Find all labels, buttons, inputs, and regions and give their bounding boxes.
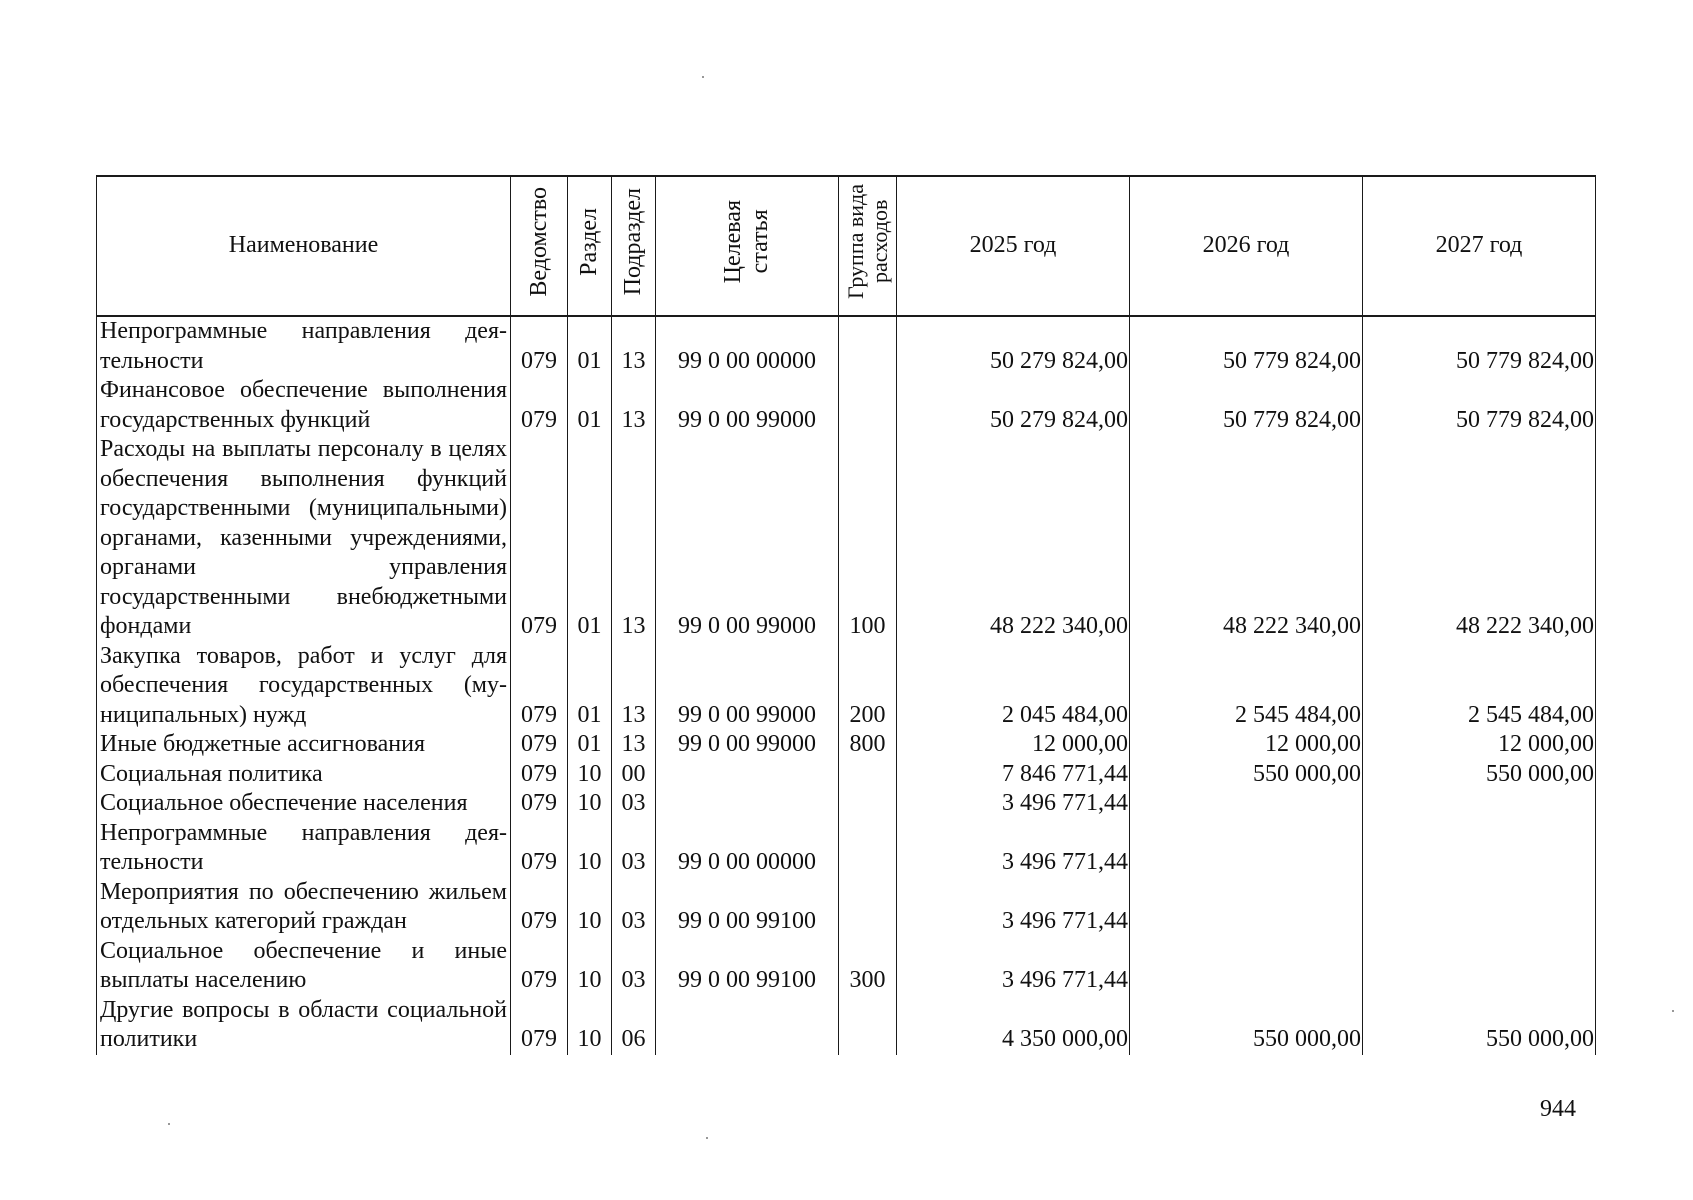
cell-razdel: 01 bbox=[568, 376, 612, 435]
cell-amount-2027: 12 000,00 bbox=[1363, 730, 1596, 760]
cell-expense-group bbox=[839, 819, 897, 878]
header-year-2027: 2027 год bbox=[1363, 176, 1596, 316]
cell-podrazdel: 00 bbox=[612, 760, 656, 790]
table-row bbox=[97, 642, 1596, 731]
cell-target-article: 99 0 00 99100 bbox=[656, 937, 839, 996]
header-podrazdel bbox=[612, 176, 656, 316]
cell-vedomstvo: 079 bbox=[511, 642, 568, 731]
cell-amount-2026 bbox=[1130, 937, 1363, 996]
header-razdel bbox=[568, 176, 612, 316]
cell-name: Иные бюджетные ассигнования bbox=[97, 730, 511, 760]
cell-amount-2027: 50 779 824,00 bbox=[1363, 316, 1596, 376]
cell-amount-2025: 50 279 824,00 bbox=[897, 376, 1130, 435]
cell-expense-group: 800 bbox=[839, 730, 897, 760]
cell-podrazdel: 13 bbox=[612, 730, 656, 760]
cell-razdel: 10 bbox=[568, 937, 612, 996]
scan-speck bbox=[706, 1137, 708, 1139]
table-row bbox=[97, 878, 1596, 937]
cell-vedomstvo: 079 bbox=[511, 878, 568, 937]
cell-target-article: 99 0 00 00000 bbox=[656, 819, 839, 878]
cell-podrazdel: 13 bbox=[612, 642, 656, 731]
cell-name: Финансовое обеспечение выполнения государственных функций bbox=[97, 376, 511, 435]
cell-target-article: 99 0 00 99100 bbox=[656, 878, 839, 937]
cell-razdel: 01 bbox=[568, 642, 612, 731]
cell-name: Закупка товаров, работ и услуг для обеспечения государственных (муниципальных) нужд bbox=[97, 642, 511, 731]
cell-expense-group bbox=[839, 376, 897, 435]
cell-podrazdel: 13 bbox=[612, 435, 656, 642]
cell-name: Социальное обеспечение населения bbox=[97, 789, 511, 819]
cell-amount-2027 bbox=[1363, 878, 1596, 937]
cell-target-article: 99 0 00 99000 bbox=[656, 435, 839, 642]
cell-target-article bbox=[656, 996, 839, 1055]
cell-amount-2025: 7 846 771,44 bbox=[897, 760, 1130, 790]
cell-amount-2027 bbox=[1363, 937, 1596, 996]
cell-amount-2026: 550 000,00 bbox=[1130, 760, 1363, 790]
cell-expense-group bbox=[839, 760, 897, 790]
cell-target-article bbox=[656, 789, 839, 819]
cell-expense-group: 200 bbox=[839, 642, 897, 731]
cell-amount-2025: 48 222 340,00 bbox=[897, 435, 1130, 642]
cell-vedomstvo: 079 bbox=[511, 996, 568, 1055]
cell-amount-2025: 3 496 771,44 bbox=[897, 789, 1130, 819]
cell-vedomstvo: 079 bbox=[511, 435, 568, 642]
header-year-2026: 2026 год bbox=[1130, 176, 1363, 316]
cell-razdel: 01 bbox=[568, 316, 612, 376]
table-header-row bbox=[97, 176, 1596, 316]
cell-target-article: 99 0 00 99000 bbox=[656, 376, 839, 435]
table-row bbox=[97, 730, 1596, 760]
page-number: 944 bbox=[1540, 1096, 1576, 1122]
header-expense-group bbox=[839, 176, 897, 316]
table-row bbox=[97, 316, 1596, 376]
table-row bbox=[97, 819, 1596, 878]
cell-podrazdel: 03 bbox=[612, 789, 656, 819]
header-year-2025: 2025 год bbox=[897, 176, 1130, 316]
cell-expense-group bbox=[839, 316, 897, 376]
scan-speck bbox=[702, 76, 704, 78]
cell-amount-2026: 50 779 824,00 bbox=[1130, 376, 1363, 435]
table-body bbox=[97, 316, 1596, 1055]
cell-target-article: 99 0 00 00000 bbox=[656, 316, 839, 376]
cell-expense-group bbox=[839, 996, 897, 1055]
header-name: Наименование bbox=[97, 176, 511, 316]
cell-razdel: 01 bbox=[568, 435, 612, 642]
cell-podrazdel: 13 bbox=[612, 316, 656, 376]
header-expense-group-label: Группа вида расходов bbox=[842, 184, 892, 300]
cell-vedomstvo: 079 bbox=[511, 376, 568, 435]
cell-amount-2027: 50 779 824,00 bbox=[1363, 376, 1596, 435]
cell-amount-2026: 550 000,00 bbox=[1130, 996, 1363, 1055]
cell-amount-2027 bbox=[1363, 819, 1596, 878]
cell-amount-2026: 12 000,00 bbox=[1130, 730, 1363, 760]
cell-amount-2026: 2 545 484,00 bbox=[1130, 642, 1363, 731]
cell-vedomstvo: 079 bbox=[511, 819, 568, 878]
cell-name: Непрограммные направления деятельности bbox=[97, 819, 511, 878]
header-target-article bbox=[656, 176, 839, 316]
cell-amount-2027 bbox=[1363, 789, 1596, 819]
table-row bbox=[97, 996, 1596, 1055]
cell-name: Другие вопросы в области социальной политики bbox=[97, 996, 511, 1055]
budget-table bbox=[96, 175, 1596, 1055]
cell-podrazdel: 03 bbox=[612, 878, 656, 937]
cell-target-article bbox=[656, 760, 839, 790]
cell-razdel: 10 bbox=[568, 819, 612, 878]
cell-razdel: 10 bbox=[568, 878, 612, 937]
cell-razdel: 10 bbox=[568, 760, 612, 790]
cell-amount-2027: 2 545 484,00 bbox=[1363, 642, 1596, 731]
cell-expense-group bbox=[839, 878, 897, 937]
table-row bbox=[97, 435, 1596, 642]
table-row bbox=[97, 937, 1596, 996]
cell-amount-2027: 48 222 340,00 bbox=[1363, 435, 1596, 642]
cell-vedomstvo: 079 bbox=[511, 316, 568, 376]
cell-target-article: 99 0 00 99000 bbox=[656, 730, 839, 760]
cell-amount-2026 bbox=[1130, 878, 1363, 937]
cell-amount-2025: 4 350 000,00 bbox=[897, 996, 1130, 1055]
cell-name: Социальное обеспечение и иные выплаты населению bbox=[97, 937, 511, 996]
header-podrazdel-label: Подраздел bbox=[620, 188, 646, 296]
cell-amount-2026 bbox=[1130, 789, 1363, 819]
cell-amount-2025: 50 279 824,00 bbox=[897, 316, 1130, 376]
cell-amount-2025: 12 000,00 bbox=[897, 730, 1130, 760]
cell-amount-2027: 550 000,00 bbox=[1363, 760, 1596, 790]
cell-vedomstvo: 079 bbox=[511, 789, 568, 819]
cell-amount-2025: 3 496 771,44 bbox=[897, 819, 1130, 878]
scan-speck bbox=[168, 1123, 170, 1125]
header-target-article-label: Целевая статья bbox=[720, 200, 773, 284]
cell-name: Непрограммные направления деятельности bbox=[97, 316, 511, 376]
table-row bbox=[97, 789, 1596, 819]
cell-razdel: 10 bbox=[568, 996, 612, 1055]
cell-expense-group: 300 bbox=[839, 937, 897, 996]
cell-name: Социальная политика bbox=[97, 760, 511, 790]
cell-podrazdel: 06 bbox=[612, 996, 656, 1055]
cell-expense-group: 100 bbox=[839, 435, 897, 642]
header-vedomstvo-label: Ведомство bbox=[525, 186, 552, 297]
scan-speck bbox=[1672, 1010, 1674, 1012]
cell-podrazdel: 03 bbox=[612, 819, 656, 878]
cell-vedomstvo: 079 bbox=[511, 730, 568, 760]
cell-amount-2026: 50 779 824,00 bbox=[1130, 316, 1363, 376]
cell-amount-2026 bbox=[1130, 819, 1363, 878]
cell-podrazdel: 13 bbox=[612, 376, 656, 435]
cell-name: Мероприятия по обеспечению жильем отдельных категорий граждан bbox=[97, 878, 511, 937]
cell-vedomstvo: 079 bbox=[511, 937, 568, 996]
cell-vedomstvo: 079 bbox=[511, 760, 568, 790]
cell-amount-2027: 550 000,00 bbox=[1363, 996, 1596, 1055]
header-vedomstvo bbox=[511, 176, 568, 316]
cell-amount-2026: 48 222 340,00 bbox=[1130, 435, 1363, 642]
header-razdel-label: Раздел bbox=[576, 207, 602, 276]
cell-name: Расходы на выплаты персоналу в целях обеспечения выполнения функций государственными (муниципальными) органами, казенными учреждениями, органами управления государственными внебюджетными фондами bbox=[97, 435, 511, 642]
cell-expense-group bbox=[839, 789, 897, 819]
cell-podrazdel: 03 bbox=[612, 937, 656, 996]
table-row bbox=[97, 376, 1596, 435]
cell-razdel: 01 bbox=[568, 730, 612, 760]
cell-target-article: 99 0 00 99000 bbox=[656, 642, 839, 731]
cell-razdel: 10 bbox=[568, 789, 612, 819]
cell-amount-2025: 2 045 484,00 bbox=[897, 642, 1130, 731]
cell-amount-2025: 3 496 771,44 bbox=[897, 878, 1130, 937]
table-row bbox=[97, 760, 1596, 790]
cell-amount-2025: 3 496 771,44 bbox=[897, 937, 1130, 996]
